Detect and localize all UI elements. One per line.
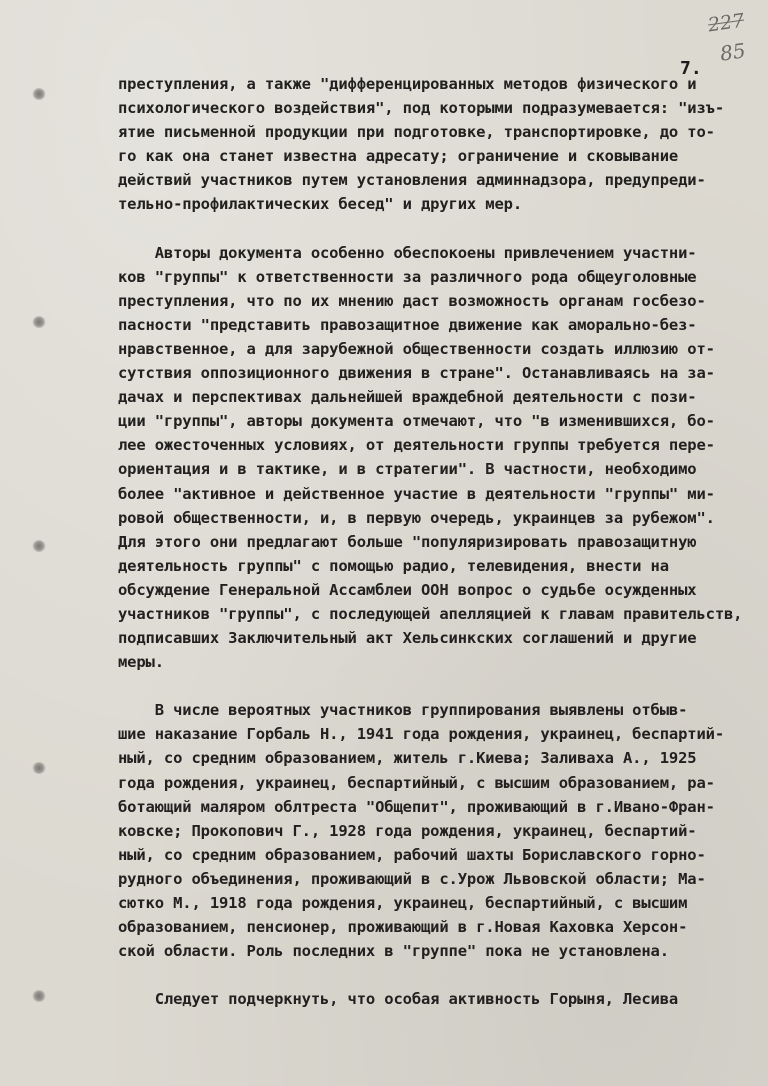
text-line: лее ожесточенных условиях, от деятельности группы требуется пере- — [118, 436, 715, 455]
text-line: пасности "представить правозащитное движение как аморально-без- — [118, 315, 697, 334]
paragraph-4 — [118, 987, 748, 1011]
text-line: преступления, что по их мнению даст возможность органам госбезо- — [118, 291, 706, 310]
document-body — [118, 72, 748, 1011]
text-line: сутствия оппозиционного движения в стране". Останавливаясь на за- — [118, 364, 715, 383]
text-line: рудного объединения, проживающий в с.Урож Львовской области; Ма- — [118, 869, 706, 888]
text-line: Следует подчеркнуть, что особая активность Горыня, Лесива — [118, 990, 679, 1009]
text-line: ный, со средним образованием, рабочий шахты Бориславского горно- — [118, 845, 706, 864]
text-line: шие наказание Горбаль Н., 1941 года рождения, украинец, беспартий- — [118, 725, 724, 744]
archive-number-crossed: 227 — [706, 9, 746, 37]
text-line: деятельность группы" с помощью радио, телевидения, внести на — [118, 556, 669, 575]
text-line: года рождения, украинец, беспартийный, с высшим образованием, ра- — [118, 773, 715, 792]
text-line: действий участников путем установления админнадзора, предупреди- — [118, 171, 706, 190]
text-line: тельно-профилактических бесед" и других мер. — [118, 195, 522, 214]
text-line: В числе вероятных участников группирования выявлены отбыв- — [118, 701, 688, 720]
punch-hole-mark — [32, 88, 46, 100]
text-line: ный, со средним образованием, житель г.Киева; Заливаха А., 1925 — [118, 749, 697, 768]
text-line: меры. — [118, 653, 164, 672]
text-line: преступления, а также "дифференцированных методов физического и — [118, 75, 697, 93]
text-line: го как она станет известна адресату; ограничение и сковывание — [118, 147, 679, 166]
text-line: ции "группы", авторы документа отмечают, что "в изменившихся, бо- — [118, 412, 715, 431]
paragraph-2 — [118, 241, 748, 675]
punch-hole-mark — [32, 762, 46, 774]
page-number: 7. — [680, 58, 702, 79]
text-line: ковске; Прокопович Г., 1928 года рождения, украинец, беспартий- — [118, 821, 697, 840]
text-line: участников "группы", с последующей апелляцией к главам правительств, — [118, 604, 743, 623]
text-line: Авторы документа особенно обеспокоены привлечением участни- — [118, 243, 697, 262]
text-line: образованием, пенсионер, проживающий в г.Новая Каховка Херсон- — [118, 918, 688, 937]
text-line: ровой общественности, и, в первую очередь, украинцев за рубежом". — [118, 508, 715, 527]
text-line: более "активное и действенное участие в деятельности "группы" ми- — [118, 484, 715, 503]
text-line: ориентация и в тактике, и в стратегии". В частности, необходимо — [118, 460, 697, 479]
punch-hole-mark — [32, 990, 46, 1002]
punch-hole-mark — [32, 316, 46, 328]
paragraph-3 — [118, 698, 748, 963]
text-line: ботающий маляром облтреста "Общепит", проживающий в г.Ивано-Фран- — [118, 797, 715, 816]
text-line: дачах и перспективах дальнейшей враждебной деятельности с пози- — [118, 388, 697, 407]
text-line: ской области. Роль последних в "группе" пока не установлена. — [118, 942, 669, 961]
text-line: нравственное, а для зарубежной общественности создать иллюзию от- — [118, 339, 715, 358]
punch-hole-mark — [32, 540, 46, 552]
text-line: Для этого они предлагают больше "популяризировать правозащитную — [118, 532, 697, 551]
text-line: подписавших Заключительный акт Хельсинкских соглашений и другие — [118, 629, 697, 648]
text-line: сютко М., 1918 года рождения, украинец, беспартийный, с высшим — [118, 894, 688, 912]
text-line: ятие письменной продукции при подготовке, транспортировке, до то- — [118, 123, 715, 142]
text-line: ков "группы" к ответственности за различного рода общеуголовные — [118, 267, 697, 286]
text-line: психологического воздействия", под которыми подразумевается: "изъ- — [118, 99, 724, 118]
text-line: обсуждение Генеральной Ассамблеи ООН вопрос о судьбе осужденных — [118, 580, 697, 599]
paragraph-1 — [118, 72, 748, 217]
archive-number: 85 — [718, 38, 747, 66]
